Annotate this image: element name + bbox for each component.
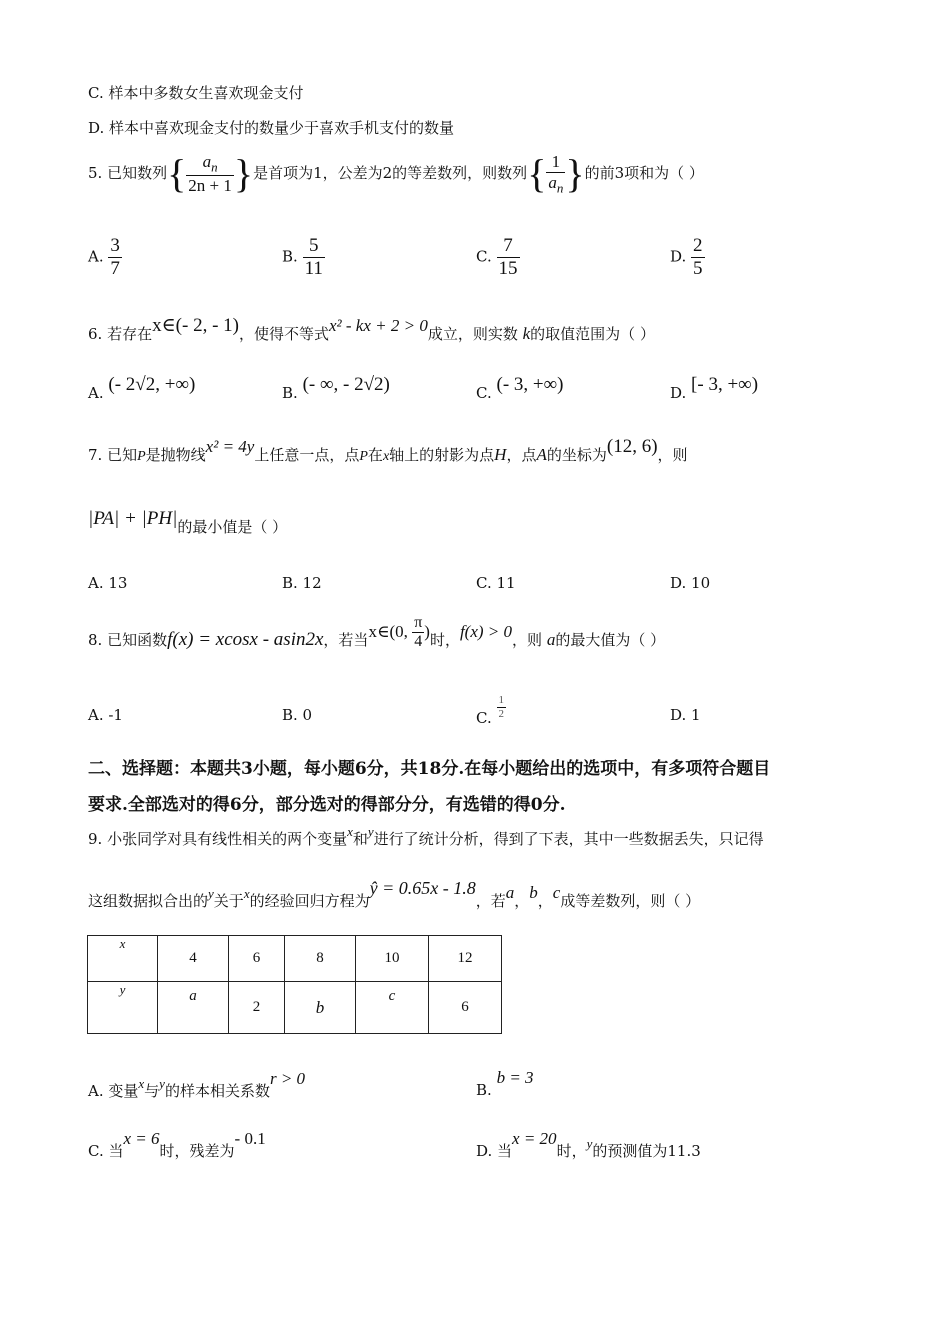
table-cell: c bbox=[356, 982, 429, 1034]
q6-suffix2: 的取值范围为（ ） bbox=[530, 325, 655, 343]
frac-num: 1 bbox=[498, 694, 504, 706]
q6-inequality: x² - kx + 2 > 0 bbox=[328, 316, 428, 335]
frac-den: 2 bbox=[498, 707, 504, 720]
frac-den: 2n + 1 bbox=[188, 176, 232, 196]
right-brace: } bbox=[233, 150, 254, 196]
q9-option-b-expr: b = 3 bbox=[496, 1068, 534, 1087]
frac-num: 2 bbox=[693, 235, 703, 256]
table-cell: 6 bbox=[429, 982, 502, 1034]
text: 这组数据拟合出的 bbox=[88, 892, 209, 910]
option-value: [- 3, +∞) bbox=[691, 374, 759, 395]
text: 的坐标为 bbox=[546, 446, 607, 464]
text: ，若 bbox=[475, 892, 506, 910]
text: 和 bbox=[352, 830, 368, 848]
text: ，若当 bbox=[323, 630, 369, 649]
q6-option-a bbox=[88, 374, 196, 404]
text: 成等差数列，则（ ） bbox=[560, 892, 701, 910]
table-cell: 4 bbox=[158, 936, 229, 982]
var-a: a bbox=[546, 629, 556, 649]
text: 的预测值为11.3 bbox=[592, 1142, 701, 1160]
option-label: B. bbox=[282, 247, 298, 266]
q9-option-a-expr: r > 0 bbox=[269, 1069, 306, 1088]
var-p: P bbox=[137, 449, 146, 464]
section2-heading-line2: 要求.全部选对的得6分，部分选对的得部分分，有选错的得0分. bbox=[88, 795, 566, 815]
q9-option-b bbox=[476, 1068, 534, 1100]
q9-option-c-expr: x = 6 bbox=[123, 1129, 160, 1148]
text: D. 当 bbox=[476, 1142, 513, 1160]
var-x: x bbox=[243, 886, 250, 901]
q9-option-d-expr: x = 20 bbox=[512, 1129, 557, 1148]
q4-option-c: C. 样本中多数女生喜欢现金支付 bbox=[88, 84, 304, 102]
text: 在 bbox=[367, 446, 383, 464]
q9-stem-line1 bbox=[88, 824, 764, 849]
q9-regression-equation: ŷ = 0.65x - 1.8 bbox=[369, 878, 476, 898]
table-row-y bbox=[88, 982, 502, 1034]
var-x: x bbox=[138, 1076, 145, 1091]
frac-num: 1 bbox=[551, 152, 561, 171]
text: 的样本相关系数 bbox=[164, 1082, 270, 1100]
option-fraction bbox=[497, 235, 520, 280]
q7-option-c: C. 11 bbox=[476, 574, 516, 592]
table-cell: x bbox=[88, 936, 158, 982]
q8-option-c bbox=[476, 694, 506, 728]
table-cell: b bbox=[285, 982, 356, 1034]
text: 的最小值是（ ） bbox=[177, 518, 288, 536]
q5-reciprocal-fraction bbox=[546, 152, 565, 196]
text: ，则 bbox=[512, 630, 543, 649]
q8-cond-post: ) bbox=[424, 621, 430, 641]
text: B. bbox=[476, 1081, 492, 1099]
var-y: y bbox=[586, 1136, 593, 1151]
q5-middle: 是首项为1，公差为2的等差数列，则数列 bbox=[253, 163, 528, 182]
var-y: y bbox=[367, 824, 374, 839]
text: 的最大值为（ ） bbox=[555, 630, 666, 649]
q5-prefix: 5. 已知数列 bbox=[88, 163, 168, 182]
q5-option-a bbox=[88, 235, 122, 280]
frac-num-sub: n bbox=[211, 159, 218, 175]
q8-stem bbox=[88, 614, 666, 660]
text: A. 变量 bbox=[88, 1082, 139, 1100]
q7-option-b: B. 12 bbox=[282, 574, 322, 592]
frac-num: 5 bbox=[308, 235, 319, 256]
var-x: x bbox=[382, 449, 390, 464]
option-fraction bbox=[108, 235, 122, 280]
option-fraction bbox=[497, 694, 507, 720]
frac-den: 15 bbox=[498, 257, 518, 279]
q9-option-a bbox=[88, 1069, 306, 1101]
option-label: C. bbox=[476, 709, 492, 728]
right-brace: } bbox=[565, 150, 585, 196]
table-cell: y bbox=[88, 982, 158, 1034]
q8-inequality: f(x) > 0 bbox=[459, 621, 513, 641]
option-fraction bbox=[303, 235, 325, 280]
left-brace: { bbox=[527, 150, 547, 196]
q4-option-d: D. 样本中喜欢现金支付的数量少于喜欢手机支付的数量 bbox=[88, 119, 455, 137]
q6-option-c bbox=[476, 374, 564, 404]
q5-option-b bbox=[282, 235, 325, 280]
q8-prefix: 8. 已知函数 bbox=[88, 630, 168, 649]
q6-prefix: 6. 若存在 bbox=[88, 325, 153, 343]
table-cell: a bbox=[158, 982, 229, 1034]
text: 时， bbox=[429, 630, 460, 649]
text: C. 当 bbox=[88, 1142, 124, 1160]
q5-option-c bbox=[476, 235, 520, 280]
option-label: C. bbox=[476, 247, 492, 266]
q8-cond-pre: x∈(0, bbox=[368, 621, 413, 641]
option-value: (- 2√2, +∞) bbox=[108, 374, 196, 395]
table-row-x bbox=[88, 936, 502, 982]
q9-option-d bbox=[476, 1129, 701, 1161]
var-a: a bbox=[505, 883, 515, 902]
q8-cond-fraction bbox=[412, 614, 424, 652]
q6-condition: x∈(- 2, - 1) bbox=[152, 315, 239, 336]
q8-function: f(x) = xcosx - asin2x bbox=[167, 628, 324, 650]
frac-den: 11 bbox=[304, 257, 323, 279]
q7-stem-line1 bbox=[88, 436, 688, 466]
q7-coordinate: (12, 6) bbox=[606, 436, 658, 457]
text: 9. 小张同学对具有线性相关的两个变量 bbox=[88, 830, 348, 848]
frac-den: a bbox=[548, 172, 557, 192]
q6-stem bbox=[88, 315, 655, 345]
var-y: y bbox=[208, 886, 214, 901]
text: 与 bbox=[144, 1082, 160, 1100]
frac-den: 4 bbox=[414, 633, 423, 651]
q6-suffix: 成立，则实数 bbox=[427, 325, 518, 343]
var-p: P bbox=[359, 449, 368, 464]
q8-option-a: A. -1 bbox=[88, 706, 123, 724]
table-cell: 10 bbox=[356, 936, 429, 982]
q6-option-b bbox=[282, 374, 390, 404]
left-brace: { bbox=[167, 150, 187, 196]
option-label: D. bbox=[670, 247, 687, 266]
q6-option-d bbox=[670, 374, 759, 404]
q8-option-b: B. 0 bbox=[282, 706, 313, 724]
option-label: B. bbox=[282, 384, 298, 402]
table-cell: 2 bbox=[229, 982, 285, 1034]
text: 轴上的射影为点 bbox=[389, 446, 495, 464]
q7-expression: |PA| + |PH| bbox=[88, 508, 178, 529]
text: 进行了统计分析，得到了下表，其中一些数据丢失，只记得 bbox=[373, 830, 764, 848]
text: 的经验回归方程为 bbox=[249, 892, 370, 910]
option-label: A. bbox=[88, 247, 104, 266]
text: ，点 bbox=[506, 446, 537, 464]
q9-option-c-value: - 0.1 bbox=[234, 1129, 266, 1148]
option-fraction bbox=[691, 235, 705, 280]
q7-stem-line2 bbox=[88, 508, 288, 538]
option-label: D. bbox=[670, 384, 687, 402]
option-label: C. bbox=[476, 384, 492, 402]
frac-den-sub: n bbox=[556, 179, 564, 195]
q7-option-d: D. 10 bbox=[670, 574, 711, 592]
frac-num: π bbox=[414, 614, 423, 631]
q6-var: k bbox=[522, 324, 531, 343]
q9-stem-line2: 这组数据拟合出的y关于x的经验回归方程为ŷ = 0.65x - 1.8，若a，b，c成等差数列，则（ ） bbox=[88, 878, 701, 910]
table-cell: 8 bbox=[285, 936, 356, 982]
text: 是抛物线 bbox=[145, 446, 206, 464]
q8-option-d: D. 1 bbox=[670, 706, 701, 724]
q7-prefix: 7. 已知 bbox=[88, 446, 138, 464]
text: 上任意一点，点 bbox=[254, 446, 360, 464]
q9-data-table bbox=[87, 935, 502, 1034]
var-a: A bbox=[536, 445, 547, 464]
text: 时，残差为 bbox=[159, 1142, 235, 1160]
text: 关于 bbox=[213, 892, 244, 910]
q5-sequence-fraction bbox=[186, 152, 234, 196]
frac-num: 3 bbox=[110, 235, 120, 256]
q5-suffix: 的前3项和为（ ） bbox=[584, 163, 704, 182]
q5-option-d bbox=[670, 235, 705, 280]
frac-den: 5 bbox=[693, 257, 703, 279]
var-x: x bbox=[347, 824, 353, 839]
section2-heading-line1: 二、选择题：本题共3小题，每小题6分，共18分.在每小题给出的选项中，有多项符合题目 bbox=[88, 759, 771, 779]
frac-num: a bbox=[202, 152, 212, 171]
table-cell: 6 bbox=[229, 936, 285, 982]
text: ，则 bbox=[657, 446, 688, 464]
option-value: (- ∞, - 2√2) bbox=[302, 374, 390, 395]
q7-option-a: A. 13 bbox=[88, 574, 128, 592]
frac-num: 7 bbox=[503, 235, 513, 256]
var-b: b bbox=[529, 883, 538, 902]
q5-stem bbox=[88, 152, 704, 196]
frac-den: 7 bbox=[110, 257, 120, 279]
var-y: y bbox=[159, 1076, 165, 1091]
q9-option-c bbox=[88, 1129, 266, 1161]
q7-parabola: x² = 4y bbox=[205, 437, 255, 456]
q6-middle: ，使得不等式 bbox=[238, 325, 329, 343]
option-label: A. bbox=[88, 384, 104, 402]
option-value: (- 3, +∞) bbox=[496, 374, 564, 395]
table-cell: 12 bbox=[429, 936, 502, 982]
var-c: c bbox=[552, 883, 561, 902]
text: 时， bbox=[556, 1142, 587, 1160]
var-h: H bbox=[494, 445, 507, 464]
